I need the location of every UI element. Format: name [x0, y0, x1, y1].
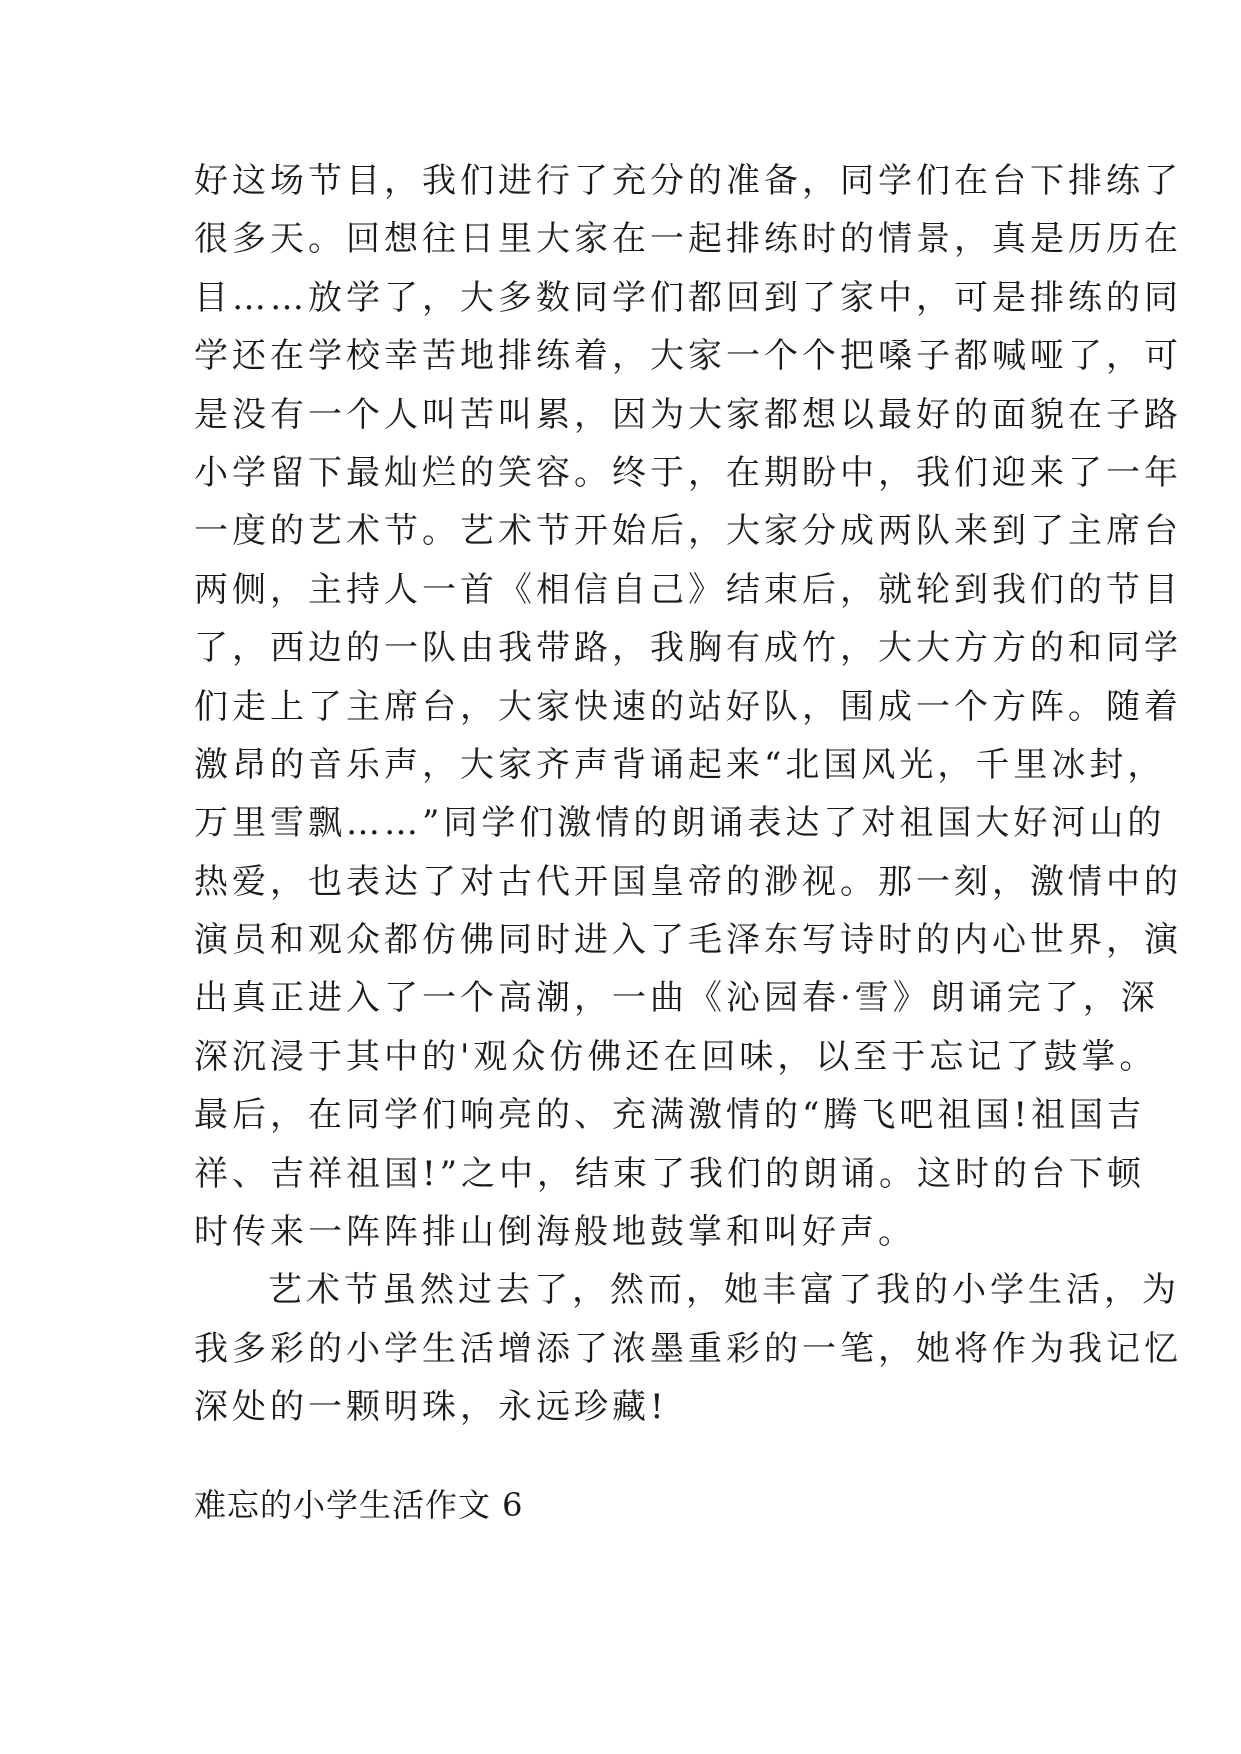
text-line: 热爱，也表达了对古代开国皇帝的渺视。那一刻，激情中的 — [194, 861, 1182, 902]
text-line: 激昂的音乐声，大家齐声背诵起来“北国风光，千里冰封， — [194, 744, 1166, 785]
text-line: 演员和观众都仿佛同时进入了毛泽东写诗时的内心世界，演 — [194, 920, 1182, 961]
text-line: 目……放学了，大多数同学们都回到了家中，可是排练的同 — [194, 277, 1182, 318]
text-line: 祥、吉祥祖国!”之中，结束了我们的朗诵。这时的台下顿 — [194, 1153, 1146, 1194]
text-line: 了，西边的一队由我带路，我胸有成竹，大大方方的和同学 — [194, 628, 1182, 669]
text-line: 深沉浸于其中的'观众仿佛还在回味，以至于忘记了鼓掌。 — [194, 1036, 1158, 1077]
paragraph-start-line: 艺术节虽然过去了，然而，她丰富了我的小学生活，为 — [268, 1270, 1180, 1311]
text-line: 们走上了主席台，大家快速的站好队，围成一个方阵。随着 — [194, 686, 1182, 727]
section-title: 难忘的小学生活作文 6 — [194, 1486, 524, 1524]
text-line: 小学留下最灿烂的笑容。终于，在期盼中，我们迎来了一年 — [194, 452, 1182, 493]
text-line: 深处的一颗明珠，永远珍藏! — [194, 1387, 668, 1428]
text-line: 两侧，主持人一首《相信自己》结束后，就轮到我们的节目 — [194, 569, 1182, 610]
text-line: 是没有一个人叫苦叫累，因为大家都想以最好的面貌在子路 — [194, 394, 1182, 435]
text-line: 学还在学校幸苦地排练着，大家一个个把嗓子都喊哑了，可 — [194, 336, 1182, 377]
text-line: 最后，在同学们响亮的、充满激情的“腾飞吧祖国!祖国吉 — [194, 1095, 1146, 1136]
text-line: 好这场节目，我们进行了充分的准备，同学们在台下排练了 — [194, 161, 1182, 201]
text-line: 很多天。回想往日里大家在一起排练时的情景，真是历历在 — [194, 219, 1182, 260]
text-line: 万里雪飘……”同学们激情的朗诵表达了对祖国大好河山的 — [194, 803, 1166, 844]
text-line: 我多彩的小学生活增添了浓墨重彩的一笔，她将作为我记忆 — [194, 1328, 1182, 1369]
essay-body — [194, 152, 1182, 1437]
text-line: 出真正进入了一个高潮，一曲《沁园春·雪》朗诵完了，深 — [194, 978, 1159, 1019]
text-line: 时传来一阵阵排山倒海般地鼓掌和叫好声。 — [194, 1212, 916, 1253]
text-line: 一度的艺术节。艺术节开始后，大家分成两队来到了主席台 — [194, 511, 1182, 552]
